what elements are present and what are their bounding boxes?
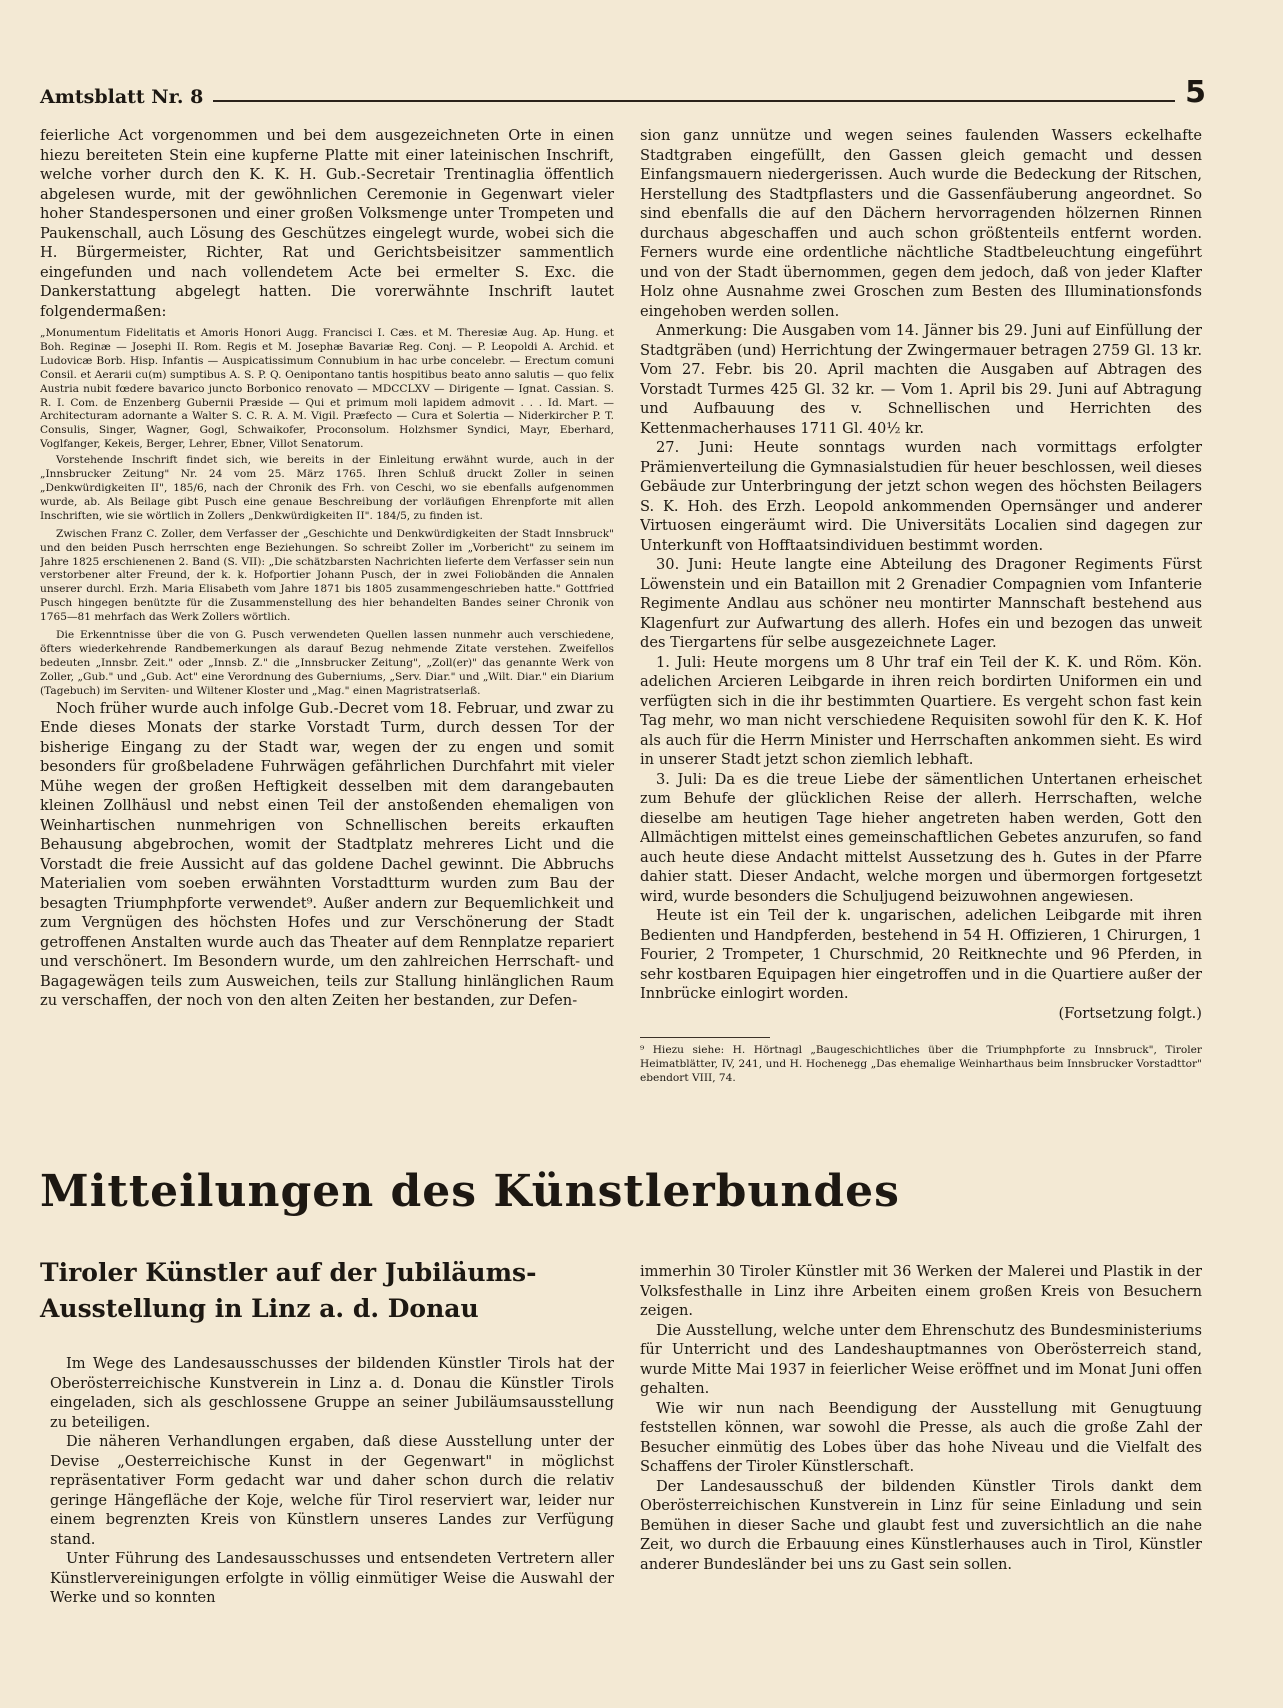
right-column-bottom <box>640 1262 1202 1692</box>
header-rule <box>213 100 1175 102</box>
diary-entry: 30. Juni: Heute langte eine Abteilung des Dragoner Regiments Fürst Löwenstein und ein Bataillon mit 2 Grenadier Compagnien vom Infanterie Regimente Andlau aus schöner neu montirter Mannschaft bestehend aus Klagenfurt zur Aufwartung des allerh. Hofes ein und bezogen das unweit des Tiergartens für selbe ausgezeichnete Lager. <box>640 556 1202 651</box>
article-paragraph: Unter Führung des Landesausschusses und entsendeten Vertretern aller Künstlervereinigungen erfolgte in völlig einmütiger Weise die Auswahl der Werke und so konnten <box>50 1550 614 1606</box>
continuation-note: (Fortsetzung folgt.) <box>1058 1004 1202 1022</box>
article-paragraph: Die näheren Verhandlungen ergaben, daß diese Ausstellung unter der Devise „Oesterreichische Kunst in der Gegenwart" in möglichst repräsentativer Form gedacht war und daher schon durch die relativ geringe Hängefläche der Koje, welche für Tirol reserviert war, leider nur einem begrenzten Kreis von Künstlern unseres Landes zur Verfügung stand. <box>50 1433 614 1548</box>
subheading-line: Ausstellung in Linz a. d. Donau <box>40 1294 479 1323</box>
right-column-top <box>640 126 1202 1150</box>
note-paragraph: Zwischen Franz C. Zoller, dem Verfasser der „Geschichte und Denkwürdigkeiten der Stadt Innsbruck" und den beiden Pusch herrschten enge Beziehungen. So schreibt Zoller im „Vorbericht" zu seinem im Jahre 1825 erschienenen 2. Band (S. VII): „Die schätzbarsten Nachrichten lieferte dem Verfasser sein nun verstorbener alter Freund, der k. k. Hofportier Johann Pusch, der in zwei Foliobänden die Annalen unserer durchl. Erzh. Maria Elisabeth vom Jahre 1871 bis 1805 zusammengeschrieben hatte." Gottfried Pusch hingegen benützte für die Zusammenstellung des hier behandelten Bandes seiner Chronik von 1765—81 mehrfach das Werk Zollers wörtlich. <box>40 527 614 624</box>
article-paragraph: Anmerkung: Die Ausgaben vom 14. Jänner bis 29. Juni auf Einfüllung der Stadtgräben (und) Herrichtung der Zwingermauer betragen 2759 Gl. 13 kr. Vom 27. Febr. bis 20. April machten die Ausgaben auf Abtragen des Vorstadt Turmes 425 Gl. 32 kr. — Vom 1. April bis 29. Juni auf Abtragung und Aufbauung des v. Schnellischen und Herrichten des Kettenmacherhauses 1711 Gl. 40½ kr. <box>640 322 1202 437</box>
diary-entry: 3. Juli: Da es die treue Liebe der sämentlichen Untertanen erheischet zum Behufe der glücklichen Reise der allerh. Herrschaften, welche dieselbe am heutigen Tage hieher angetreten haben werden, Gott den Allmächtigen mittelst eines gemeinschaftlichen Gebetes anzurufen, so fand auch heute diese Andacht mittelst Aussetzung des h. Gutes in der Pfarre dahier statt. Dieser Andacht, welche morgen und übermorgen fortgesetzt wird, wurde besonders die Schuljugend beizuwohnen angewiesen. <box>640 770 1202 905</box>
page-header <box>40 72 1206 108</box>
diary-entry: Heute ist ein Teil der k. ungarischen, adelichen Leibgarde mit ihren Bedienten und Handpferden, bestehend in 54 H. Offizieren, 1 Chirurgen, 1 Fourier, 2 Trompeter, 1 Churschmid, 20 Reitknechte und 96 Pferden, in sehr kostbaren Equipagen hier eingetroffen und in die Quartiere außer der Innbrücke einlogirt worden. <box>640 907 1202 1002</box>
article-paragraph: Noch früher wurde auch infolge Gub.-Decret vom 18. Februar, und zwar zu Ende dieses Monats der starke Vorstadt Turm, durch dessen Tor der bisherige Eingang zu der Stadt war, wegen der zu engen und somit besonders für großbeladene Fuhrwägen gefährlichen Durchfahrt mit vieler Mühe wegen der großen Heftigkeit desselben mit dem darangebauten kleinen Zollhäusl und nebst einen Teil der anstoßenden ehemaligen von Weinhartischen nunmehrigen von Schnellischen bereits erkauften Behausung abgebrochen, womit der Stadtplatz mehreres Licht und die Vorstadt die freie Aussicht auf das goldene Dachel gewinnt. Die Abbruchs Materialien vom soeben erwähnten Vorstadtturm wurden zum Bau der besagten Triumphpforte verwendet⁹. Außer andern zur Bequemlichkeit und zum Vergnügen des höchsten Hofes und zur Verschönerung der Stadt getroffenen Anstalten wurde auch das Theater auf dem Rennplatze repariert und verschönert. Im Besondern wurde, um den zahlreichen Herrschaft- und Bagagewägen teils zum Ausweichen, teils zur Stallung hinlänglichen Raum zu verschaffen, der noch von den alten Zeiten her bestanden, zur Defen- <box>40 699 614 1010</box>
article-paragraph: Wie wir nun nach Beendigung der Ausstellung mit Genugtuung feststellen können, war sowohl die Presse, als auch die große Zahl der Besucher einmütig des Lobes über das hohe Niveau und die Vielfalt des Schaffens der Tiroler Künstlerschaft. <box>640 1399 1202 1475</box>
latin-inscription: „Monumentum Fidelitatis et Amoris Honori Augg. Francisci I. Cæs. et M. Theresiæ Aug. Ap. Hung. et Boh. Reginæ — Josephi II. Rom. Regis et M. Josephæ Bavariæ Reg. Conj. — P. Leopoldi A. Archid. et Ludovicæ Borb. Hisp. Infantis — Auspicatissimum Connubium in hac urbe concelebr. — Erectum comuni Consil. et Aerarii cu(m) sumptibus A. S. P. Q. Oenipontano tantis hospitibus beato anno salutis — quo felix Austria nubit fœdere bavarico juncto Borbonico renovato — MDCCLXV — Dirigente — Ignat. Cassian. S. R. I. Com. de Enzenberg Gubernii Præside — Qui et primum moli lapidem admovit . . . Id. Mart. — Architecturam adornante a Walter S. C. R. A. M. Vigil. Præfecto — Cura et Solertia — Niderkircher P. T. Consulis, Singer, Wagner, Gogl, Schwaikofer, Proconsolum. Holzhsmer Syndici, Mayr, Eberhard, Voglfanger, Kekeis, Berger, Lehrer, Ebner, Villot Senatorum. <box>40 327 614 451</box>
article-paragraph: feierliche Act vorgenommen und bei dem ausgezeichneten Orte in einen hiezu bereiteten Stein eine kupferne Platte mit einer lateinischen Inschrift, welche vorher durch den K. K. H. Gub.-Secretair Trentinaglia öffentlich abgelesen wurde, mit der gewöhnlichen Ceremonie in Gegenwart vieler hoher Standespersonen und einer großen Volksmenge unter Trompeten und Paukenschall, auch Lösung des Geschützes eingelegt wurde, wobei sich die H. Bürgermeister, Richter, Rat und Gerichtsbeisitzer sammentlich eingefunden und nach vollendetem Acte bei ermelter S. Exc. die Dankerstattung abgelegt hatten. Die vorerwähnte Inschrift lautet folgendermaßen: <box>40 127 614 320</box>
article-paragraph: Im Wege des Landesausschusses der bildenden Künstler Tirols hat der Oberösterreichische Kunstverein in Linz a. d. Donau die Künstler Tirols eingeladen, sich als geschlossene Gruppe an seiner Jubiläumsausstellung zu beteiligen. <box>50 1355 614 1431</box>
subheading-line: Tiroler Künstler auf der Jubiläums- <box>40 1258 537 1287</box>
article-paragraph: sion ganz unnütze und wegen seines faulenden Wassers eckelhafte Stadtgraben eingefüllt, den Gassen gleich gemacht und dessen Einfangsmauern niedergerissen. Auch wurde die Bedeckung der Ritschen, Herstellung des Stadtpflasters und die Gassenfäuberung angeordnet. So sind ebenfalls die auf den Dächern hervorragenden hölzernen Rinnen durchaus abgeschaffen und auch schon größtenteils entfernt worden. Ferners wurde eine ordentliche nächtliche Stadtbeleuchtung eingeführt und von der Stadt übernommen, gegen dem jedoch, daß von jeder Klafter Holz ohne Ausnahme zwei Groschen zum Besten des Illuminationsfonds eingehoben werden sollen. <box>640 127 1202 320</box>
footnote: ⁹ Hiezu siehe: H. Hörtnagl „Baugeschichtliches über die Triumphpforte zu Innsbruck", Tiroler Heimatblätter, IV, 241, und H. Hochenegg „Das ehemalige Weinharthaus beim Innsbrucker Vorstadttor" ebendort VIII, 74. <box>640 1044 1202 1084</box>
diary-entry: 1. Juli: Heute morgens um 8 Uhr traf ein Teil der K. K. und Röm. Kön. adelichen Arcieren Leibgarde in ihren reich bordirten Uniformen ein und verfügten sich in die ihr bestimmten Quartiere. Es vergeht schon fast kein Tag mehr, wo man nicht verschiedene Requisiten sowohl für den K. K. Hof als auch für die Herrn Minister und Herrschaften ankommen sieht. Es wird in unserer Stadt jetzt schon ziemlich lebhaft. <box>640 653 1202 768</box>
article-subheading <box>40 1255 630 1327</box>
footnote-rule <box>640 1037 770 1038</box>
page-number: 5 <box>1185 75 1206 110</box>
section-heading: Mitteilungen des Künstlerbundes <box>40 1166 900 1217</box>
publication-title: Amtsblatt Nr. 8 <box>40 86 204 108</box>
article-paragraph: Der Landesausschuß der bildenden Künstler Tirols dankt dem Oberösterreichischen Kunstverein in Linz für seine Einladung und sein Bemühen in dieser Sache und glaubt fest und zuversichtlich an die nahe Zeit, wo durch die Erbauung eines Künstlerhauses auch in Tirol, Künstler anderer Bundesländer bei uns zu Gast sein sollen. <box>640 1477 1202 1573</box>
article-paragraph: immerhin 30 Tiroler Künstler mit 36 Werken der Malerei und Plastik in der Volksfesthalle in Linz ihre Arbeiten einem großen Kreis von Besuchern zeigen. <box>640 1263 1202 1319</box>
diary-entry: 27. Juni: Heute sonntags wurden nach vormittags erfolgter Prämienverteilung die Gymnasialstudien für heuer beschlossen, weil dieses Gebäude zur Unterbringung der jetzt schon wegen des höchsten Beilagers S. K. Hoh. des Erzh. Leopold ankommenden Opernsänger und anderer Virtuosen eingeräumt wird. Die Universitäts Localien sind dagegen zur Unterkunft von Hofftaatsindividuen bestimmt worden. <box>640 439 1202 554</box>
left-column-bottom <box>50 1354 614 1684</box>
left-column-top <box>40 126 614 1150</box>
note-paragraph: Vorstehende Inschrift findet sich, wie bereits in der Einleitung erwähnt wurde, auch in der „Innsbrucker Zeitung" Nr. 24 vom 25. März 1765. Ihren Schluß druckt Zoller in seinen „Denkwürdigkeiten II", 185/6, nach der Chronik des Frh. von Ceschi, wo sie ebenfalls aufgenommen wurde, ab. Als Beilage gibt Pusch eine genaue Beschreibung der vorläufigen Ehrenpforte mit allen Inschriften, wie sie wörtlich in Zollers „Denkwürdigkeiten II". 184/5, zu finden ist. <box>40 454 614 522</box>
note-paragraph: Die Erkenntnisse über die von G. Pusch verwendeten Quellen lassen nunmehr auch verschiedene, öfters wiederkehrende Randbemerkungen als darauf Bezug nehmende Zitate verstehen. Zweifellos bedeuten „Innsbr. Zeit." oder „Innsb. Z." die „Innsbrucker Zeitung", „Zoll(er)" das genannte Werk von Zoller, „Gub." und „Gub. Act" eine Verordnung des Guberniums, „Serv. Diar." und „Wilt. Diar." ein Diarium (Tagebuch) im Serviten- und Wiltener Kloster und „Mag." einen Magristratserlaß. <box>40 629 614 697</box>
article-paragraph: Die Ausstellung, welche unter dem Ehrenschutz des Bundesministeriums für Unterricht und des Landeshauptmannes von Oberösterreich stand, wurde Mitte Mai 1937 in feierlicher Weise eröffnet und im Monat Juni offen gehalten. <box>640 1321 1202 1397</box>
